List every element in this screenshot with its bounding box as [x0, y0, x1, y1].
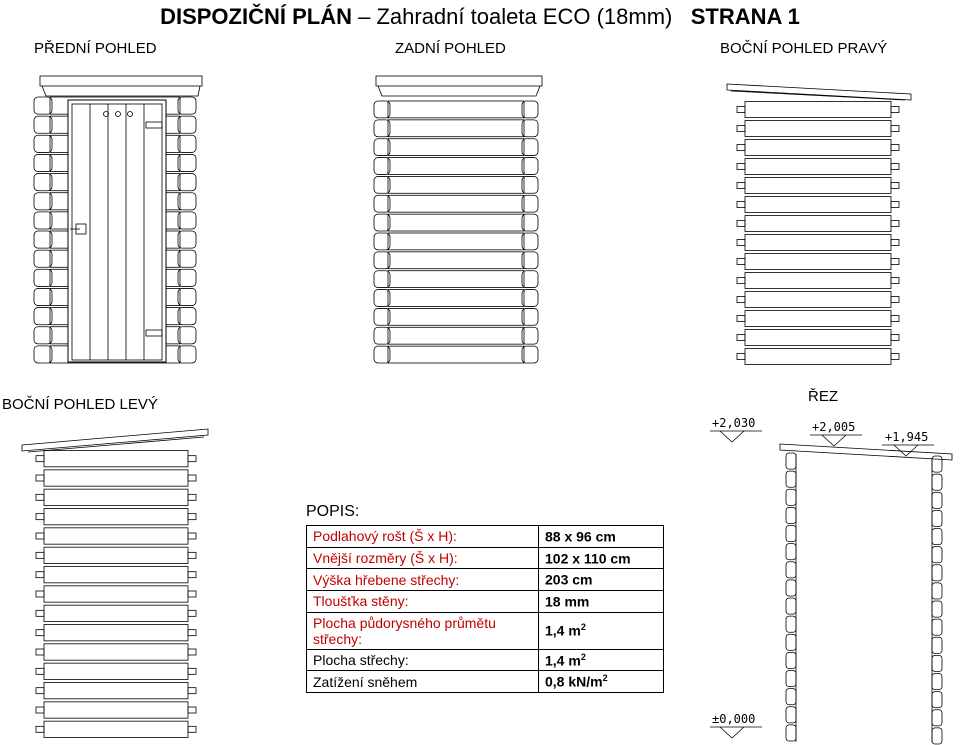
roof-fascia	[378, 86, 540, 96]
level-floor-label: ±0,000	[712, 712, 756, 726]
log-end	[178, 308, 196, 325]
side-right-view-label: BOČNÍ POHLED PRAVÝ	[720, 40, 888, 57]
plank-notch	[737, 278, 745, 284]
parameter-row	[307, 569, 664, 591]
log-end	[522, 233, 538, 250]
wall-section-right	[932, 710, 942, 726]
parameter-label: Tloušťka stěny:	[307, 590, 539, 612]
wall-plank	[44, 605, 188, 621]
wall-section-right	[932, 619, 942, 635]
wall-log	[388, 120, 524, 137]
log-end	[34, 288, 52, 305]
level-ridge-label: +2,005	[812, 420, 856, 434]
log-end	[178, 116, 196, 133]
front-view-label: PŘEDNÍ POHLED	[34, 40, 157, 57]
log-end	[178, 346, 196, 363]
wall-log	[388, 308, 524, 325]
plank-notch	[36, 475, 44, 481]
description-heading: POPIS:	[306, 503, 360, 520]
level-marker-top	[720, 431, 744, 442]
log-end	[34, 174, 52, 191]
log-end	[178, 174, 196, 191]
plank-notch	[737, 126, 745, 132]
wall-plank	[44, 663, 188, 679]
wall-section-left	[786, 453, 796, 469]
plank-notch	[188, 707, 196, 713]
plank-notch	[36, 610, 44, 616]
plank-notch	[36, 514, 44, 520]
wall-section-right	[932, 728, 942, 744]
back-view-label: ZADNÍ POHLED	[395, 40, 506, 57]
log-end	[178, 154, 196, 171]
wall-log	[388, 252, 524, 269]
wall-plank	[745, 159, 891, 175]
wall-plank	[745, 178, 891, 194]
wall-plank	[44, 721, 188, 737]
parameter-label: Plocha půdorysného průmětu střechy:	[307, 612, 539, 649]
parameter-value	[539, 671, 664, 693]
wall-log	[388, 101, 524, 118]
wall-log	[388, 176, 524, 193]
plank-notch	[188, 610, 196, 616]
log-end	[178, 269, 196, 286]
plank-notch	[36, 533, 44, 539]
log-end	[34, 231, 52, 248]
plank-notch	[188, 533, 196, 539]
wall-log	[388, 233, 524, 250]
plank-notch	[188, 494, 196, 500]
plank-notch	[188, 552, 196, 558]
plank-notch	[188, 572, 196, 578]
plank-notch	[891, 126, 899, 132]
wall-plank	[44, 547, 188, 563]
plank-notch	[737, 316, 745, 322]
log-end	[522, 271, 538, 288]
wall-plank	[44, 528, 188, 544]
wall-plank	[745, 311, 891, 327]
plank-notch	[737, 107, 745, 113]
plank-notch	[737, 145, 745, 151]
plank-notch	[737, 335, 745, 341]
wall-plank	[745, 121, 891, 137]
wall-plank	[745, 102, 891, 118]
plank-notch	[36, 552, 44, 558]
roof-board	[780, 444, 952, 460]
wall-section-left	[786, 616, 796, 632]
plank-notch	[36, 688, 44, 694]
wall-section-right	[932, 510, 942, 526]
wall-plank	[745, 254, 891, 270]
plank-notch	[891, 145, 899, 151]
log-end	[178, 135, 196, 152]
log-end	[178, 212, 196, 229]
wall-section-right	[932, 474, 942, 490]
plank-notch	[737, 221, 745, 227]
log-end	[178, 231, 196, 248]
wall-plank	[745, 273, 891, 289]
wall-log	[388, 139, 524, 156]
door-leaf	[72, 104, 162, 360]
parameter-value-text: 88 x 96 cm	[545, 528, 616, 545]
parameter-value	[539, 569, 664, 591]
log-end	[522, 252, 538, 269]
level-marker-floor	[720, 727, 744, 738]
plank-notch	[737, 259, 745, 265]
wall-log	[388, 290, 524, 307]
wall-log	[388, 271, 524, 288]
parameter-value-unit-exponent: 2	[602, 673, 608, 684]
plank-notch	[188, 726, 196, 732]
page-title	[0, 4, 960, 30]
log-end	[522, 101, 538, 118]
plank-notch	[891, 221, 899, 227]
plank-notch	[737, 202, 745, 208]
wall-log	[388, 195, 524, 212]
wall-section-right	[932, 456, 942, 472]
parameter-label: Podlahový rošt (Š x H):	[307, 526, 539, 548]
parameter-value-text: 102 x 110 cm	[545, 550, 631, 567]
plank-notch	[891, 354, 899, 360]
plank-notch	[36, 707, 44, 713]
wall-log	[388, 346, 524, 363]
wall-plank	[44, 470, 188, 486]
level-top-label: +2,030	[712, 416, 756, 430]
parameter-row	[307, 526, 664, 548]
log-end	[34, 116, 52, 133]
plank-notch	[188, 630, 196, 636]
parameter-value-text: 203 cm	[545, 571, 593, 588]
wall-section-left	[786, 725, 796, 741]
log-end	[522, 214, 538, 231]
plank-notch	[188, 649, 196, 655]
log-end	[522, 346, 538, 363]
log-end	[34, 135, 52, 152]
plank-notch	[188, 514, 196, 520]
wall-log	[388, 327, 524, 344]
parameter-label: Plocha střechy:	[307, 649, 539, 671]
roof-underside	[28, 437, 204, 452]
plank-notch	[737, 240, 745, 246]
log-end	[34, 154, 52, 171]
wall-section-right	[932, 583, 942, 599]
wall-section-left	[786, 544, 796, 560]
level-marker-ridge	[822, 435, 846, 446]
log-end	[522, 176, 538, 193]
section-view-drawing	[706, 412, 960, 745]
wall-plank	[44, 702, 188, 718]
plank-notch	[891, 259, 899, 265]
log-end	[34, 97, 52, 114]
wall-log	[388, 158, 524, 175]
log-end	[522, 139, 538, 156]
parameter-value-text: 1,4 m	[545, 622, 581, 639]
parameter-value-text: 1,4 m	[545, 652, 581, 669]
wall-plank	[745, 292, 891, 308]
side-right-view-drawing	[725, 78, 915, 372]
wall-section-left	[786, 471, 796, 487]
wall-plank	[44, 509, 188, 525]
wall-section-right	[932, 637, 942, 653]
parameter-row	[307, 671, 664, 693]
parameter-value-text: 0,8 kN/m	[545, 673, 603, 690]
plank-notch	[891, 202, 899, 208]
wall-section-left	[786, 707, 796, 723]
parameter-label: Zatížení sněhem	[307, 671, 539, 693]
front-view-drawing	[28, 70, 208, 372]
plank-notch	[891, 240, 899, 246]
title-main: DISPOZIČNÍ PLÁN	[160, 4, 352, 29]
wall-section-left	[786, 489, 796, 505]
plank-notch	[36, 456, 44, 462]
plank-notch	[737, 297, 745, 303]
plank-notch	[36, 572, 44, 578]
roof-board	[376, 76, 542, 86]
wall-section-left	[786, 507, 796, 523]
wall-section-right	[932, 547, 942, 563]
log-end	[522, 327, 538, 344]
parameter-value-unit-exponent: 2	[580, 622, 586, 633]
wall-plank	[44, 586, 188, 602]
log-end	[34, 346, 52, 363]
plank-notch	[891, 316, 899, 322]
level-eave-label: +1,945	[885, 430, 929, 444]
plank-notch	[737, 183, 745, 189]
plank-notch	[891, 278, 899, 284]
parameter-row	[307, 649, 664, 671]
wall-section-left	[786, 652, 796, 668]
wall-section-right	[932, 674, 942, 690]
parameter-value	[539, 547, 664, 569]
section-view-label: ŘEZ	[808, 388, 838, 405]
plank-notch	[188, 591, 196, 597]
parameter-label: Vnější rozměry (Š x H):	[307, 547, 539, 569]
wall-section-left	[786, 671, 796, 687]
roof-board	[22, 429, 208, 451]
wall-plank	[44, 625, 188, 641]
log-end	[522, 195, 538, 212]
parameter-value	[539, 590, 664, 612]
wall-section-left	[786, 562, 796, 578]
plank-notch	[891, 297, 899, 303]
wall-section-left	[786, 580, 796, 596]
plank-notch	[36, 726, 44, 732]
roof-board	[40, 76, 202, 86]
log-end	[34, 327, 52, 344]
parameter-value-text: 18 mm	[545, 593, 590, 610]
log-end	[522, 290, 538, 307]
roof-fascia	[42, 86, 200, 96]
plank-notch	[36, 591, 44, 597]
wall-section-right	[932, 529, 942, 545]
wall-plank	[745, 197, 891, 213]
wall-section-left	[786, 526, 796, 542]
parameter-row	[307, 590, 664, 612]
wall-section-right	[932, 492, 942, 508]
parameter-value	[539, 526, 664, 548]
plank-notch	[36, 668, 44, 674]
back-view-drawing	[368, 70, 550, 372]
log-end	[178, 193, 196, 210]
wall-section-left	[786, 689, 796, 705]
plank-notch	[188, 668, 196, 674]
plank-notch	[891, 183, 899, 189]
wall-plank	[44, 683, 188, 699]
plank-notch	[737, 164, 745, 170]
plank-notch	[891, 164, 899, 170]
log-end	[522, 158, 538, 175]
wall-section-right	[932, 655, 942, 671]
log-end	[178, 327, 196, 344]
log-end	[178, 250, 196, 267]
wall-plank	[44, 489, 188, 505]
wall-section-right	[932, 565, 942, 581]
wall-plank	[745, 330, 891, 346]
parameters-table	[306, 525, 664, 693]
wall-log	[388, 214, 524, 231]
plank-notch	[36, 649, 44, 655]
log-end	[34, 250, 52, 267]
wall-plank	[44, 451, 188, 467]
side-left-view-drawing	[20, 425, 212, 743]
plank-notch	[188, 456, 196, 462]
log-end	[34, 269, 52, 286]
parameter-row	[307, 547, 664, 569]
title-product: Zahradní toaleta ECO (18mm)	[376, 4, 673, 29]
plank-notch	[737, 354, 745, 360]
wall-plank	[745, 216, 891, 232]
plank-notch	[188, 475, 196, 481]
log-end	[34, 193, 52, 210]
log-end	[34, 308, 52, 325]
wall-plank	[44, 567, 188, 583]
title-separator: –	[351, 4, 377, 29]
wall-section-right	[932, 601, 942, 617]
description-block	[306, 503, 664, 693]
parameter-value	[539, 649, 664, 671]
parameter-row	[307, 612, 664, 649]
wall-plank	[44, 644, 188, 660]
wall-plank	[745, 235, 891, 251]
plank-notch	[891, 335, 899, 341]
log-end	[34, 212, 52, 229]
wall-section-left	[786, 598, 796, 614]
parameter-value-unit-exponent: 2	[580, 651, 586, 662]
wall-section-right	[932, 692, 942, 708]
plank-notch	[36, 494, 44, 500]
log-end	[178, 288, 196, 305]
wall-section-left	[786, 634, 796, 650]
plank-notch	[36, 630, 44, 636]
side-left-view-label: BOČNÍ POHLED LEVÝ	[2, 396, 158, 413]
plank-notch	[188, 688, 196, 694]
log-end	[522, 120, 538, 137]
parameter-label: Výška hřebene střechy:	[307, 569, 539, 591]
title-page: STRANA 1	[690, 4, 800, 29]
wall-plank	[745, 140, 891, 156]
log-end	[178, 97, 196, 114]
wall-plank	[745, 349, 891, 365]
plank-notch	[891, 107, 899, 113]
log-end	[522, 308, 538, 325]
parameter-value	[539, 612, 664, 649]
